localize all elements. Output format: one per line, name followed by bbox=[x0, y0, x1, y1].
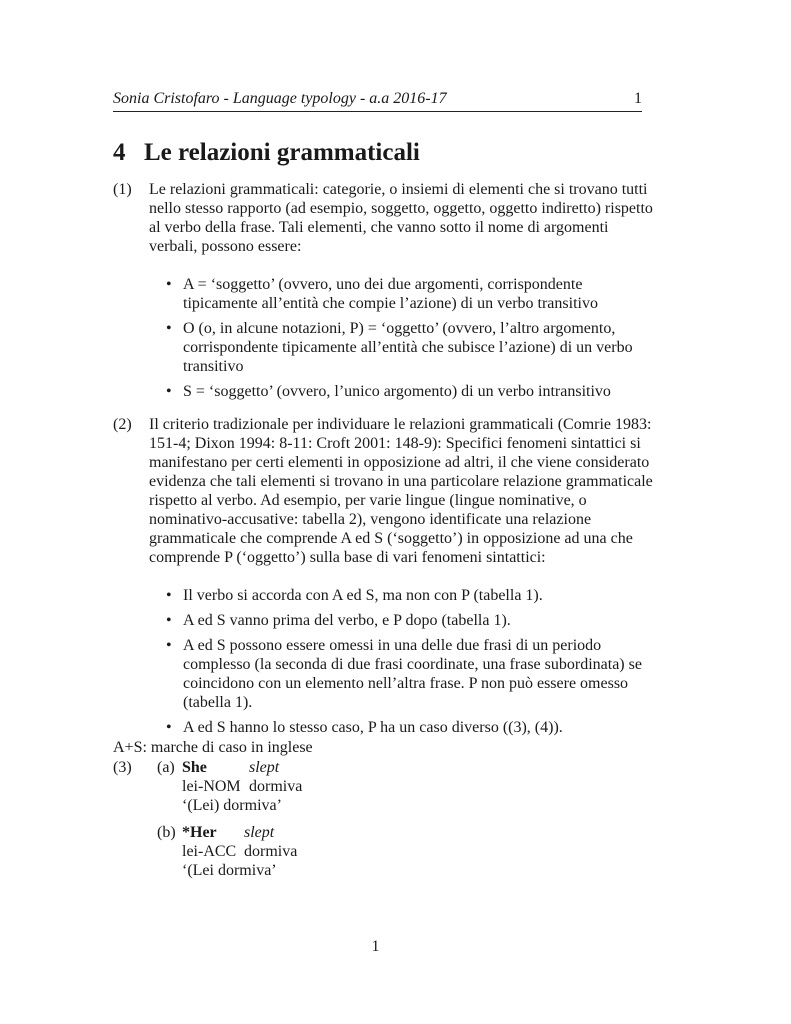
translation: ‘(Lei dormiva’ bbox=[182, 862, 277, 879]
bullet-icon: • bbox=[166, 383, 172, 400]
translation: ‘(Lei) dormiva’ bbox=[182, 797, 282, 814]
bullet-text: Il verbo si accorda con A ed S, ma non con P (tabella 1). bbox=[183, 587, 543, 604]
running-header bbox=[113, 89, 642, 112]
numbered-item-2 bbox=[113, 415, 658, 737]
section-title-text: Le relazioni grammaticali bbox=[144, 139, 420, 166]
source-word: She bbox=[182, 759, 207, 776]
footer-page-number: 1 bbox=[371, 938, 380, 955]
subexample-label: (b) bbox=[157, 824, 176, 841]
bullet-icon: • bbox=[166, 719, 172, 736]
bullet-text: O (o, in alcune notazioni, P) = ‘oggetto’ (ovvero, l’altro argomento, corrispondente tipicamente all’entità che subisce l’azione) di un verbo transitivo bbox=[183, 320, 633, 375]
item-label: (2) bbox=[113, 416, 132, 433]
numbered-item-1 bbox=[113, 180, 658, 401]
gloss-source-line bbox=[182, 823, 382, 842]
bullet-icon: • bbox=[166, 637, 172, 654]
bullet-item bbox=[149, 275, 655, 313]
gloss-line bbox=[182, 777, 382, 796]
bullet-item bbox=[149, 586, 655, 605]
running-title: Sonia Cristofaro - Language typology - a.a 2016-17 bbox=[113, 90, 447, 107]
interlinear-gloss bbox=[182, 823, 382, 880]
interlinear-gloss bbox=[182, 758, 382, 815]
section-number: 4 bbox=[113, 139, 126, 166]
bullet-text: A = ‘soggetto’ (ovvero, uno dei due argomenti, corrispondente tipicamente all’entità che compie l’azione) di un verbo transitivo bbox=[183, 276, 598, 312]
gloss-line bbox=[182, 842, 382, 861]
item-paragraph: Le relazioni grammaticali: categorie, o insiemi di elementi che si trovano tutti nello stesso rapporto (ad esempio, soggetto, oggetto, oggetto indiretto) rispetto al verbo della frase. Tali elementi, che vanno sotto il nome di argomenti verbali, possono essere: bbox=[149, 181, 653, 255]
source-word: slept bbox=[244, 824, 275, 841]
source-word: slept bbox=[249, 759, 280, 776]
translation-line bbox=[182, 861, 382, 880]
bullet-list bbox=[149, 586, 655, 737]
bullet-text: S = ‘soggetto’ (ovvero, l’unico argomento) di un verbo intransitivo bbox=[183, 383, 611, 400]
bullet-icon: • bbox=[166, 320, 172, 337]
bullet-list bbox=[149, 275, 655, 401]
bullet-icon: • bbox=[166, 612, 172, 629]
bullet-item bbox=[149, 611, 655, 630]
item-paragraph: Il criterio tradizionale per individuare le relazioni grammaticali (Comrie 1983: 151-4; Dixon 1994: 8-11: Croft 2001: 148-9): Specifici fenomeni sintattici si manifestano per certi elementi in opposizione ad altri, il che viene considerato evidenza che tali elementi si trovano in una particolare relazione grammaticale rispetto al verbo. Ad esempio, per varie lingue (lingue nominative, o nominativo-accusative: tabella 2), vengono identificate una relazione grammaticale che comprende A ed S (‘soggetto’) in opposizione ad una che comprende P (‘oggetto’) sulla base di vari fenomeni sintattici: bbox=[149, 416, 653, 566]
header-page-number: 1 bbox=[634, 90, 642, 107]
gloss-word: dormiva bbox=[249, 778, 303, 795]
example-heading: A+S: marche di caso in inglese bbox=[113, 739, 313, 756]
bullet-item bbox=[149, 636, 655, 712]
item-body bbox=[149, 180, 655, 401]
section-title bbox=[113, 138, 420, 168]
bullet-item bbox=[149, 382, 655, 401]
gloss-word: dormiva bbox=[244, 843, 298, 860]
bullet-icon: • bbox=[166, 587, 172, 604]
bullet-item bbox=[149, 718, 655, 737]
bullet-text: A ed S hanno lo stesso caso, P ha un caso diverso ((3), (4)). bbox=[183, 719, 563, 736]
bullet-text: A ed S possono essere omessi in una delle due frasi di un periodo complesso (la seconda di due frasi coordinate, una frase subordinata) se coincidono con un elemento nell’altra frase. P non può essere omesso (tabella 1). bbox=[183, 637, 642, 711]
bullet-item bbox=[149, 319, 655, 376]
source-word: *Her bbox=[182, 824, 217, 841]
translation-line bbox=[182, 796, 382, 815]
bullet-icon: • bbox=[166, 276, 172, 293]
gloss-word: lei-NOM bbox=[182, 778, 241, 795]
subexample-label: (a) bbox=[157, 759, 175, 776]
item-body bbox=[149, 415, 655, 737]
gloss-source-line bbox=[182, 758, 382, 777]
example-number: (3) bbox=[113, 759, 132, 776]
item-label: (1) bbox=[113, 181, 132, 198]
bullet-text: A ed S vanno prima del verbo, e P dopo (tabella 1). bbox=[183, 612, 511, 629]
gloss-word: lei-ACC bbox=[182, 843, 237, 860]
